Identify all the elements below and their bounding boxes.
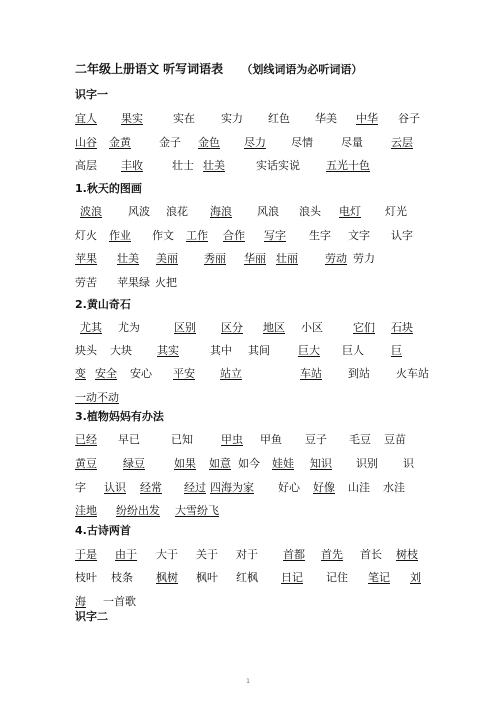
word-row — [0, 227, 496, 247]
required-word: 华丽 — [244, 252, 266, 265]
required-word: 黄豆 — [75, 457, 97, 470]
word: 豆子 — [305, 433, 327, 446]
required-word: 壮美 — [203, 159, 225, 172]
section-heading: 1.秋天的图画 — [75, 182, 142, 195]
required-word: 如果 — [174, 457, 196, 470]
required-word: 宜人 — [75, 112, 97, 125]
word-row — [0, 157, 496, 177]
word: 尽情 — [291, 136, 313, 149]
word-row — [0, 342, 496, 362]
required-word: 区别 — [174, 321, 196, 334]
word: 其间 — [248, 344, 270, 357]
required-word: 刘 — [410, 571, 421, 584]
word: 实力 — [221, 112, 243, 125]
word: 首长 — [360, 548, 382, 561]
word: 苹果绿 — [117, 276, 150, 289]
word: 其中 — [210, 344, 232, 357]
word: 尤为 — [118, 321, 140, 334]
title-note: （划线词语为必听词语） — [241, 63, 363, 76]
word: 枫叶 — [196, 571, 218, 584]
word-row — [0, 203, 496, 223]
word-row — [0, 502, 496, 522]
word: 毛豆 — [349, 433, 371, 446]
word: 记住 — [326, 571, 348, 584]
required-word: 日记 — [281, 571, 303, 584]
required-word: 已经 — [75, 433, 97, 446]
required-word: 云层 — [391, 136, 413, 149]
required-word: 石块 — [391, 321, 413, 334]
required-word: 洼地 — [75, 504, 97, 517]
word: 红色 — [268, 112, 290, 125]
required-word: 果实 — [121, 112, 143, 125]
section-heading: 3.植物妈妈有办法 — [75, 410, 164, 423]
required-word: 工作 — [186, 229, 208, 242]
required-word: 合作 — [223, 229, 245, 242]
word: 一首歌 — [103, 595, 136, 608]
word: 对于 — [236, 548, 258, 561]
word: 高层 — [75, 159, 97, 172]
word: 风波 — [128, 205, 150, 218]
required-word: 车站 — [300, 367, 322, 380]
word: 灯光 — [385, 205, 407, 218]
word-row — [0, 250, 496, 270]
section-heading: 识字一 — [75, 88, 108, 101]
word: 红枫 — [236, 571, 258, 584]
word: 小区 — [301, 321, 323, 334]
page-number: 1 — [246, 678, 250, 685]
required-word: 平安 — [173, 367, 195, 380]
required-word: 中华 — [356, 112, 378, 125]
word: 生字 — [309, 229, 331, 242]
required-word: 电灯 — [339, 205, 361, 218]
required-word: 金黄 — [109, 136, 131, 149]
word: 巨人 — [342, 344, 364, 357]
word-row — [0, 319, 496, 339]
required-word: 认识 — [104, 481, 126, 494]
word: 枝叶 — [75, 571, 97, 584]
word: 水洼 — [383, 481, 405, 494]
word: 浪头 — [299, 205, 321, 218]
word-row — [0, 455, 496, 475]
word: 火车站 — [396, 367, 429, 380]
word: 到站 — [348, 367, 370, 380]
required-word: 如意 — [209, 457, 231, 470]
word: 好心 — [278, 481, 300, 494]
section-heading: 识字二 — [75, 610, 108, 623]
word-row — [0, 546, 496, 566]
word: 劳苦 — [75, 276, 97, 289]
word: 如今 — [238, 457, 260, 470]
document-title — [75, 60, 485, 77]
required-word: 劳动 — [325, 252, 347, 265]
required-word: 海浪 — [210, 205, 232, 218]
word: 已知 — [171, 433, 193, 446]
required-word: 海 — [75, 595, 86, 608]
required-word: 大雪纷飞 — [175, 504, 219, 517]
word-row — [0, 569, 496, 589]
word: 识别 — [356, 457, 378, 470]
required-word: 经过 — [184, 481, 206, 494]
word-row — [0, 389, 496, 409]
word: 火把 — [155, 276, 177, 289]
required-word: 知识 — [310, 457, 332, 470]
word: 风浪 — [257, 205, 279, 218]
required-word: 变 — [75, 367, 86, 380]
required-word: 树枝 — [396, 548, 418, 561]
required-word: 经常 — [140, 481, 162, 494]
word-row — [0, 274, 496, 294]
required-word: 安全 — [95, 367, 117, 380]
word-row — [0, 110, 496, 130]
word: 山洼 — [348, 481, 370, 494]
required-word: 甲虫 — [221, 433, 243, 446]
required-word: 它们 — [353, 321, 375, 334]
required-word: 笔记 — [368, 571, 390, 584]
required-word: 壮美 — [117, 252, 139, 265]
word-row — [0, 479, 496, 499]
required-word: 金色 — [198, 136, 220, 149]
word: 大块 — [110, 344, 132, 357]
section-heading: 4.古诗两首 — [75, 524, 131, 537]
word: 安心 — [130, 367, 152, 380]
required-word: 首先 — [321, 548, 343, 561]
required-word: 娃娃 — [272, 457, 294, 470]
word: 大于 — [156, 548, 178, 561]
required-word: 纷纷出发 — [116, 504, 160, 517]
section-heading: 2.黄山奇石 — [75, 298, 131, 311]
required-word: 丰收 — [121, 159, 143, 172]
required-word: 四海为家 — [210, 481, 254, 494]
required-word: 好像 — [313, 481, 335, 494]
word: 甲鱼 — [260, 433, 282, 446]
word: 尽量 — [341, 136, 363, 149]
word: 豆苗 — [384, 433, 406, 446]
word-row — [0, 134, 496, 154]
word: 关于 — [196, 548, 218, 561]
required-word: 站立 — [220, 367, 242, 380]
word: 块头 — [75, 344, 97, 357]
word: 华美 — [315, 112, 337, 125]
required-word: 秀丽 — [204, 252, 226, 265]
word: 谷子 — [398, 112, 420, 125]
word: 劳力 — [353, 252, 375, 265]
required-word: 于是 — [75, 548, 97, 561]
word-row — [0, 365, 496, 385]
word: 实话实说 — [256, 159, 300, 172]
word: 字 — [75, 481, 86, 494]
required-word: 尤其 — [80, 321, 102, 334]
word: 作文 — [152, 229, 174, 242]
word: 壮士 — [172, 159, 194, 172]
word: 识 — [403, 457, 414, 470]
word: 认字 — [391, 229, 413, 242]
required-word: 尽力 — [244, 136, 266, 149]
title-text: 二年级上册语文 听写词语表 — [75, 62, 224, 76]
required-word: 首都 — [283, 548, 305, 561]
required-word: 壮丽 — [276, 252, 298, 265]
required-word: 山谷 — [75, 136, 97, 149]
required-word: 巨 — [391, 344, 402, 357]
word: 金子 — [159, 136, 181, 149]
required-word: 作业 — [109, 229, 131, 242]
required-word: 美丽 — [156, 252, 178, 265]
required-word: 五光十色 — [326, 159, 370, 172]
required-word: 写字 — [264, 229, 286, 242]
word: 浪花 — [166, 205, 188, 218]
required-word: 区分 — [221, 321, 243, 334]
word: 枝条 — [111, 571, 133, 584]
word: 实在 — [173, 112, 195, 125]
required-word: 绿豆 — [123, 457, 145, 470]
word: 灯火 — [75, 229, 97, 242]
word-row — [0, 431, 496, 451]
required-word: 其实 — [157, 344, 179, 357]
required-word: 苹果 — [75, 252, 97, 265]
word: 早已 — [118, 433, 140, 446]
word: 文字 — [348, 229, 370, 242]
required-word: 由于 — [115, 548, 137, 561]
required-word: 一动不动 — [75, 391, 119, 404]
required-word: 地区 — [263, 321, 285, 334]
required-word: 巨大 — [298, 344, 320, 357]
required-word: 枫树 — [156, 571, 178, 584]
required-word: 波浪 — [80, 205, 102, 218]
